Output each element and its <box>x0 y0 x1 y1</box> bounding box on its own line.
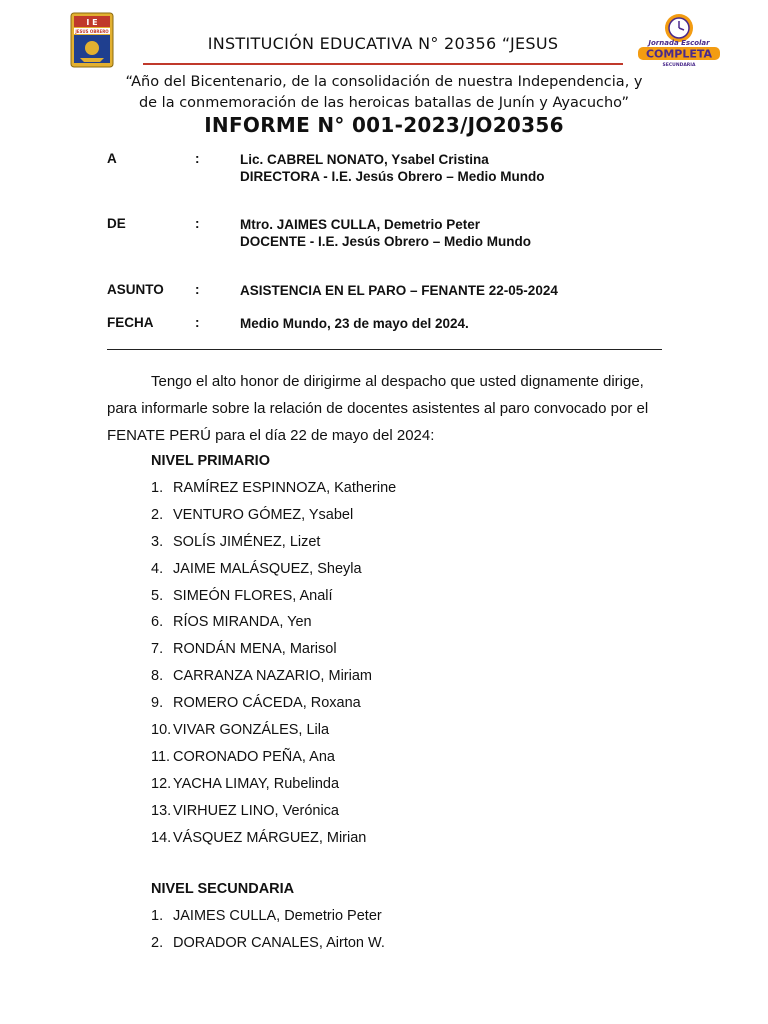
primary-list <box>151 475 396 851</box>
list-item <box>151 502 396 529</box>
list-item <box>151 744 396 771</box>
list-item-name: CARRANZA NAZARIO, Miriam <box>173 668 372 685</box>
list-item <box>151 609 396 636</box>
meta-to-label: A <box>107 151 117 166</box>
list-item <box>151 903 385 930</box>
list-item <box>151 717 396 744</box>
meta-subject-colon: : <box>195 282 200 297</box>
logo-right-line3: SECUNDARIA <box>662 63 696 68</box>
list-item-number: 2. <box>151 934 164 951</box>
meta-from-label: DE <box>107 216 126 231</box>
meta-subject-label: ASUNTO <box>107 282 164 297</box>
list-item-name: JAIMES CULLA, Demetrio Peter <box>173 908 382 924</box>
meta-to-line-2: DIRECTORA - I.E. Jesús Obrero – Medio Mundo <box>240 169 545 184</box>
list-item <box>151 825 396 852</box>
motto-line-1: “Año del Bicentenario, de la consolidación de nuestra Independencia, y <box>125 74 643 90</box>
list-item-number: 9. <box>151 695 164 712</box>
list-item <box>151 556 396 583</box>
meta-from-colon: : <box>195 216 200 231</box>
year-motto <box>100 72 668 114</box>
list-item-name: VIRHUEZ LINO, Verónica <box>173 802 339 819</box>
header-divider <box>143 63 623 65</box>
secondary-heading: NIVEL SECUNDARIA <box>151 881 295 897</box>
meta-date-label: FECHA <box>107 315 154 330</box>
list-item <box>151 529 396 556</box>
jornada-escolar-completa-logo <box>636 10 722 68</box>
list-item-number: 11. <box>151 748 171 765</box>
list-item-name: VENTURO GÓMEZ, Ysabel <box>173 506 354 523</box>
meta-from-value <box>240 216 531 250</box>
institution-title: INSTITUCIÓN EDUCATIVA N° 20356 “JESUS <box>207 34 559 53</box>
list-item <box>151 475 396 502</box>
list-item-number: 1. <box>151 908 164 924</box>
meta-to-value <box>240 151 545 185</box>
meta-date-value: Medio Mundo, 23 de mayo del 2024. <box>240 316 469 331</box>
list-item <box>151 636 396 663</box>
logo-right-line2: COMPLETA <box>645 47 713 61</box>
logo-left-band-text: JESUS OBRERO <box>75 29 109 34</box>
list-item-number: 10. <box>151 722 172 739</box>
list-item-name: VÁSQUEZ MÁRGUEZ, Mirian <box>173 829 367 846</box>
list-item-number: 6. <box>151 614 164 631</box>
list-item-name: JAIME MALÁSQUEZ, Sheyla <box>173 560 362 577</box>
motto-line-2: de la conmemoración de las heroicas batallas de Junín y Ayacucho” <box>138 95 630 111</box>
list-item-number: 2. <box>151 506 164 523</box>
list-item <box>151 771 396 798</box>
list-item-name: DORADOR CANALES, Airton W. <box>173 934 385 951</box>
list-item <box>151 663 396 690</box>
meta-to-line-1: Lic. CABREL NONATO, Ysabel Cristina <box>240 152 489 167</box>
list-item <box>151 798 396 825</box>
list-item-name: RAMÍREZ ESPINNOZA, Katherine <box>173 480 397 496</box>
meta-from-line-1: Mtro. JAIMES CULLA, Demetrio Peter <box>240 217 481 232</box>
list-item-number: 3. <box>151 533 164 550</box>
list-item-name: CORONADO PEÑA, Ana <box>173 748 335 765</box>
list-item-name: ROMERO CÁCEDA, Roxana <box>173 695 361 712</box>
list-item-name: RÍOS MIRANDA, Yen <box>173 614 312 631</box>
meta-to-colon: : <box>195 151 200 166</box>
list-item-name: VIVAR GONZÁLES, Lila <box>173 722 330 739</box>
school-shield-logo <box>70 12 114 68</box>
list-item-name: SOLÍS JIMÉNEZ, Lizet <box>173 533 321 550</box>
body-line-3: FENATE PERÚ para el día 22 de mayo del 2024: <box>107 427 435 444</box>
list-item-number: 13. <box>151 802 172 819</box>
meta-date-colon: : <box>195 315 200 330</box>
body-line-2: para informarle sobre la relación de docentes asistentes al paro convocado por el <box>107 400 649 417</box>
meta-subject-value: ASISTENCIA EN EL PARO – FENANTE 22-05-2024 <box>240 283 558 298</box>
logo-right-line1: Jornada Escolar <box>648 39 710 47</box>
body-line-1: Tengo el alto honor de dirigirme al despacho que usted dignamente dirige, <box>151 373 644 390</box>
body-paragraph <box>107 368 667 449</box>
list-item-name: YACHA LIMAY, Rubelinda <box>173 775 340 792</box>
list-item-name: RONDÁN MENA, Marisol <box>173 641 337 658</box>
list-item-number: 7. <box>151 641 164 658</box>
list-item-number: 8. <box>151 668 164 685</box>
list-item <box>151 583 396 610</box>
list-item <box>151 930 385 957</box>
meta-from-line-2: DOCENTE - I.E. Jesús Obrero – Medio Mundo <box>240 234 532 249</box>
list-item-number: 5. <box>151 587 164 604</box>
list-item-number: 12. <box>151 775 172 792</box>
primary-heading: NIVEL PRIMARIO <box>151 453 270 469</box>
logo-left-initials: I E <box>86 18 98 27</box>
list-item-number: 4. <box>151 560 164 577</box>
list-item-name: SIMEÓN FLORES, Analí <box>173 587 333 604</box>
meta-divider <box>107 349 662 350</box>
list-item-number: 1. <box>151 480 164 496</box>
list-item-number: 14. <box>151 829 172 846</box>
list-item <box>151 690 396 717</box>
secondary-list <box>151 903 385 957</box>
report-title: INFORME N° 001-2023/JO20356 <box>204 113 564 137</box>
